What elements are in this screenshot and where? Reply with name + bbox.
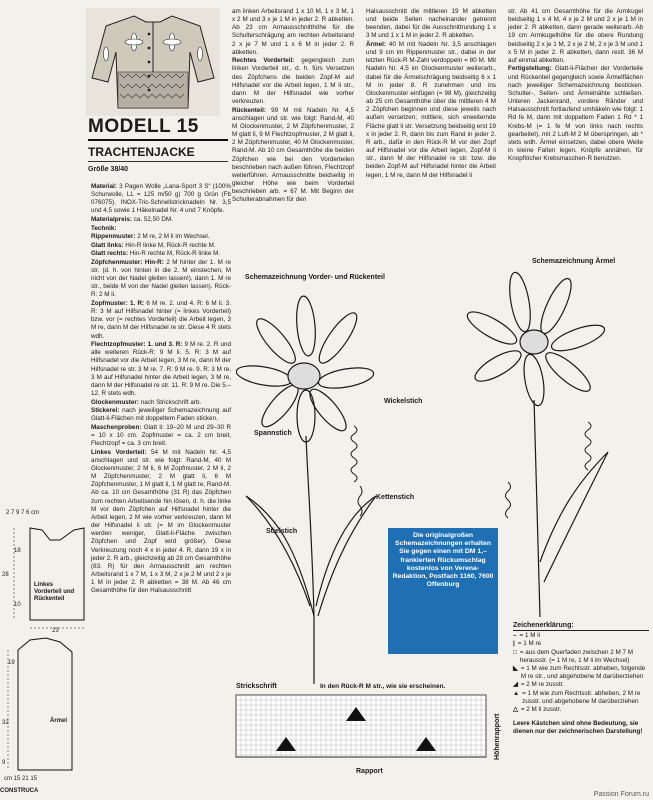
legend-symbol: ▲ (513, 689, 520, 697)
label-stielstich: Stielstich (266, 528, 298, 535)
instruction-text: Halsausschnitt die mittleren 19 M abketten und beide Seiten nacheinander getrennt beenden, dabei für die Ausschnittrundung 1 x 3 M und 1 x 1 M in jeder 2. R abketten. (366, 8, 496, 40)
instruction-heading: Ärmel: (366, 41, 386, 49)
jacket-thumbnail (86, 8, 220, 116)
legend-row (513, 632, 649, 640)
instruction-paragraph (91, 183, 231, 216)
instruction-text: 2 M re, 2 M li im Wechsel. (137, 233, 210, 241)
instruction-heading: Maschenproben: (91, 423, 142, 431)
instruction-paragraph (91, 242, 231, 250)
instruction-paragraph (91, 233, 231, 241)
instruction-heading: Flechtzopfmuster: 1. und 3. R: (91, 341, 183, 349)
instruction-paragraph (232, 57, 354, 106)
instructions-column-3 (366, 8, 496, 180)
instruction-text: nach jeweiliger Schemazeichnung auf Glatt-li-Flächen mit doppeltem Faden sticken. (91, 407, 231, 423)
instruction-heading: Glatt links: (91, 241, 124, 249)
instruction-heading: Rückenteil: (232, 106, 266, 114)
schematic-panel-label: Linkes Vorderteil und Rückenteil (34, 582, 75, 602)
instructions-column-2 (232, 8, 354, 205)
instruction-heading: Glockenmuster: (91, 398, 139, 406)
instruction-paragraph (232, 107, 354, 205)
legend-title: Zeichenerklärung: (513, 622, 649, 631)
model-title: MODELL 15 (88, 116, 228, 141)
pattern-schematic (0, 500, 90, 795)
label-strickschrift: Strickschrift (236, 683, 277, 690)
instruction-paragraph (91, 225, 231, 233)
instruction-text: str. Ab 41 cm Gesamthöhe für die Armkugel beidseitig 1 x 4 M, 4 x je 2 M und 2 x je 1 M in jeder 2. R abketten, dann gerade weiterarb. Ab 19 cm Armkugelhöhe für die obere Rundung beidseitig 2 x je 1 M, 2 x je 2 M, 2 x je 3 M und 1 x 5 M in jeder 2. R abketten, dann restl. 36 M auf einmal abketten. (508, 8, 643, 64)
instruction-heading: Stickerei: (91, 407, 120, 415)
instruction-text: 3 Pagen Wolle „Lana-Sport 3 S“ (100% Schurwolle, LL = 125 m/50 g) 700 g Grün (Fb 076075). INOX-Tric-Schnellstricknadeln Nr. 3,5 und 4,5 sowie 1 Häkelnadel Nr. 4 und 7 Knöpfe. (91, 183, 232, 215)
sleeve-num-b: 32 (2, 720, 9, 726)
label-schema-front: Schemazeichnung Vorder- und Rückenteil (245, 274, 385, 281)
legend-note: Leere Kästchen sind ohne Bedeutung, sie dienen nur der zeichnerischen Darstellung! (513, 720, 643, 736)
instruction-text: ca. 52,50 DM. (133, 216, 173, 224)
instruction-heading: Zopfmuster: 1. R: (91, 299, 145, 307)
model-name: TRACHTENJACKE (88, 145, 228, 162)
legend-text: = 1 M wie zum Rechtsstr. abheben, folgende M re str., und abgehobene M darüberziehen (520, 665, 646, 681)
label-rueck-note: In den Rück-R M str., wie sie erscheinen. (320, 683, 446, 690)
instruction-text: nach Strickschrift arb. (140, 398, 202, 406)
legend-row (513, 681, 649, 689)
instruction-text: 40 M mit Nadeln Nr. 3,5 anschlagen und 9 cm im Rippenmuster str., dabei in der letzten Rück-R M-Zahl verdoppeln = 80 M. Mit Nadeln Nr. 4,5 im Glockenmuster weiterarb., dabei für die Ärmelschrägung beidseitig 6 x 1 M in jeder 8. R zunehmen und ins Glockenmuster einfügen (= 98 M), gleichzeitig ab 25 cm Gesamthöhe über die mittleren 4 M 2 Zöpfchen beginnen und diese jeweils nach außen versetzen; mittlere, sich erweiternde Fläche glatt li str. Versetzung beidseitig erst 19 x in jeder 2. R, dann bis zum Rand in jeder 2. R arb., dafür in den Rück-R M vor den Zopf auf Hilfsnadel vor die Arbeit legen, Zopf-M li str., dann M der Hilfsnadel re str. bzw. die beiden Zopf-M auf Hilfsnadel hinter die Arbeit legen, 1 M re, dann M der Hilfsnadel li (366, 41, 496, 179)
legend-text: = 2 M li zusstr. (520, 706, 562, 714)
legend-symbol: | (513, 640, 515, 648)
instruction-text: 99 M mit Nadeln Nr. 4,5 anschlagen und str. wie folgt: Rand-M, 40 M Glockenmuster, 2 M Zöpfchenmuster, 2 M glatt li, 9 M Flechtzopfmuster, 2 M glatt li, 2 M Zöpfchenmuster, 40 M Glockenmuster, Rand-M. Ab 10 cm Gesamthöhe die beiden Zöpfchen wie bei den Vorderteilen beschrieben nach außen führen, Flechtzopf weiterführen. Armausschnitte beidseitig in gleicher Höhe wie beim Vorderteil beschrieben arb. = 67 M. Mit Beginn der Schulterabnahmen für den (232, 106, 354, 204)
schematic-num-a: 18 (14, 548, 21, 554)
legend-symbol: ◣ (513, 665, 518, 673)
instruction-heading: Zöpfchenmuster: Hin-R: (91, 258, 164, 266)
legend-symbol: – (513, 632, 517, 640)
instruction-heading: Linkes Vorderteil: (91, 448, 147, 456)
promo-text: Die originalgroßen Schemazeichnungen erhalten Sie gegen einen mit DM 1,– frankierten Rückumschlag kostenlos von Verena-Redaktion, Postfach 1160, 7600 Offenburg (392, 532, 494, 589)
instruction-paragraph (91, 216, 231, 224)
schematic-top-dims: 2 7 9 7 6 cm (6, 510, 40, 516)
instruction-paragraph (91, 250, 231, 258)
instruction-heading: Glatt rechts: (91, 250, 129, 258)
legend-text: = aus dem Querfaden zwischen 2 M 7 M herausstr. (= 1 M re, 1 M li im Wechsel) (519, 648, 634, 664)
watermark: Passion Forum.ru (593, 791, 649, 798)
schematic-bottom-dims: cm 15 21 15 (4, 776, 38, 782)
instruction-paragraph (91, 407, 231, 423)
instruction-text: 2 M hinter der 1. M re str. (d. h. von hinten in die 2. M einstechen, M nicht von der Nadel gleiten lassen!), dann 1. M re str., beide M von der Nadel gleiten lassen). Rück-R: 2 M li. (91, 258, 231, 299)
footer-left: CONSTRUCA (0, 788, 39, 794)
instruction-paragraph (91, 341, 231, 398)
legend-rows (513, 632, 649, 714)
label-wickelstich: Wickelstich (384, 398, 423, 405)
instructions-column-4 (508, 8, 643, 164)
knitting-chart (232, 693, 494, 763)
instruction-text: am linken Arbeitsrand 1 x 10 M, 1 x 3 M, 1 x 2 M und 3 x je 1 M in jeder 2. R abketten. Ab 23 cm Armausschnitthöhe für die Schulterschrägung am rechten Arbeitsrand 2 x je 7 M und 1 x 6 M in jeder 2. R abketten. (232, 8, 354, 56)
instruction-heading: Materialpreis: (91, 216, 132, 224)
legend-symbol: □ (513, 648, 517, 656)
instruction-text: Hin-R linke M, Rück-R rechte M. (125, 241, 216, 249)
instruction-paragraph (232, 8, 354, 57)
instruction-paragraph (91, 300, 231, 341)
schematic-num-b: 28 (2, 572, 9, 578)
instruction-paragraph (366, 41, 496, 180)
legend-symbol: △ (513, 706, 518, 714)
instruction-heading: Rechtes Vorderteil: (232, 57, 295, 65)
legend-text: = 1 M wie zum Rechtsstr. abheben, 2 M re zusstr. und abgehobene M darüberziehen (522, 689, 641, 705)
label-spannstich: Spannstich (254, 430, 292, 437)
instruction-text: 9 M re. 2. R und alle weiteren Rück-R: 9 M li. 5. R: 3 M auf Hilfsnadel vor die Arbeit legen, 3 M re, dann M der Hilfsnadel re str. 3 M re. 7. R: 9 M re. 9. R: 3 M re, 3 M auf Hilfsnadel hinter die Arbeit legen, 3 M re, dann M der Hilfsnadel re str. 11. R: 9 M re. Die 5.–12. R stets wdh. (91, 341, 232, 398)
instructions-column-1 (91, 183, 231, 596)
legend-row (513, 649, 649, 665)
instruction-text: gegengleich zum linken Vorderteil str., d. h. fürs Versetzen des Zöpfchens die beiden Zopf-M auf Hilfsnadel vor die Arbeit legen, 1 M li str., dann M der Hilfsnadel wie vorher verkreuzen. (232, 57, 355, 106)
symbol-legend (513, 622, 649, 737)
sleeve-num-c: 9 (2, 760, 6, 766)
instruction-heading: Fertigstellung: (508, 65, 552, 73)
legend-text: = 1 M li (519, 632, 540, 640)
size-label: Größe 38/40 (88, 166, 129, 173)
legend-row (513, 665, 649, 681)
instruction-text: 6 M re. 2. und 4. R: 6 M li. 3. R: 3 M auf Hilfsnadel hinter (= linkes Vorderteil) bzw. vor (= rechtes Vorderteil) die Arbeit legen, 3 M re, dann M der Hilfsnadel re str. Diese 4 R stets wdh. (91, 299, 231, 340)
label-kettenstich: Kettenstich (376, 494, 415, 501)
legend-row (513, 690, 649, 706)
promo-box (388, 528, 498, 654)
instruction-paragraph (366, 8, 496, 41)
instruction-heading: Material: (91, 183, 117, 190)
label-rapport: Rapport (356, 768, 383, 775)
label-hoehenrapport: Höhenrapport (494, 713, 501, 760)
instruction-paragraph (91, 259, 231, 300)
legend-text: = 1 M re (517, 640, 542, 648)
instruction-heading: Technik: (91, 224, 117, 232)
legend-row (513, 706, 649, 714)
sleeve-num-a: 19 (8, 660, 15, 666)
instruction-heading: Rippenmuster: (91, 233, 136, 241)
legend-symbol: ◢ (513, 681, 518, 689)
schematic-width: 23 (52, 628, 59, 634)
front-flower-drawing (236, 286, 386, 686)
instruction-paragraph (508, 8, 643, 65)
instruction-text: 54 M mit Nadeln Nr. 4,5 anschlagen und str. wie folgt: Rand-M, 40 M Glockenmuster, 2 M li, 6 M Zopfmuster, 2 M li, 2 M Zöpfchenmuster, 2 M glatt li, 6 M Zöpfchenmuster, 1 M glatt li, 1 M glatt re, Rand-M. Ab ca. 10 cm Gesamthöhe (31 R) das Zöpfchen zum rechten Arbeitsende hin lösen, d. h. die linke M vor dem Zöpfchen auf Hilfsnadel hinter die Arbeit legen, 2 M wie vorher verkreuzen, dann M der Hilfsnadel li str. (= M im Glockenmuster werden weniger, Glatt-li-Fläche zwischen Zöpfchen und Zopf wird größer). Diese Verkreuzung noch 4 x in jeder 4. R, dann 19 x in jeder 2. R arb., gleichzeitig ab 28 cm Gesamthöhe (83. R) für den Armausschnitt am rechten Arbeitsrand 1 x 7 M, 1 x 3 M, 2 x je 2 M und 2 x je 1 M in jeder 2. R abketten = 38 M. Ab 46 cm Gesamthöhe für den Halsausschnitt (91, 448, 232, 595)
instruction-paragraph (91, 399, 231, 407)
legend-row (513, 640, 649, 648)
schematic-num-c: 10 (14, 602, 21, 608)
instruction-paragraph (508, 65, 643, 163)
instruction-paragraph (91, 449, 231, 596)
instruction-text: Hin-R rechte M, Rück-R linke M. (129, 250, 221, 258)
legend-text: = 2 M re zusstr. (520, 681, 565, 689)
instruction-text: Glatt li: 19–20 M und 29–30 R = 10 x 10 cm. Zopfmuster = ca. 2 cm breit, Flechtzopf = ca. 3 cm breit. (91, 423, 232, 448)
title-block (88, 116, 228, 173)
schematic-sleeve-label: Ärmel (50, 718, 68, 724)
instruction-text: Glatt-li-Flächen der Vorderteile und Rückenteil gegengleich sowie Ärmelflächen nach jeweiliger Schemazeichnung besticken. Schulter-, Seiten- und Ärmelnähte schließen. Unteren Jackenrand, vordere Ränder und Halsausschnitt fortlaufend umhäkeln wie folgt: 1 Rd fe M, dann mit doppeltem Faden 1 Rd * 1 Krebs-M (= 1 fe M von links nach rechts gearbeitet), mit 2 Luft-M 2 M überspringen, ab * stets wdh. Ärmel einsetzen, dabei obere Weite in kleine Falten legen. Knöpfe annähen, für Knopflöcher Krebsmaschen-R benutzen. (508, 65, 643, 163)
instruction-paragraph (91, 424, 231, 448)
label-schema-sleeve: Schemazeichnung Ärmel (532, 258, 616, 265)
